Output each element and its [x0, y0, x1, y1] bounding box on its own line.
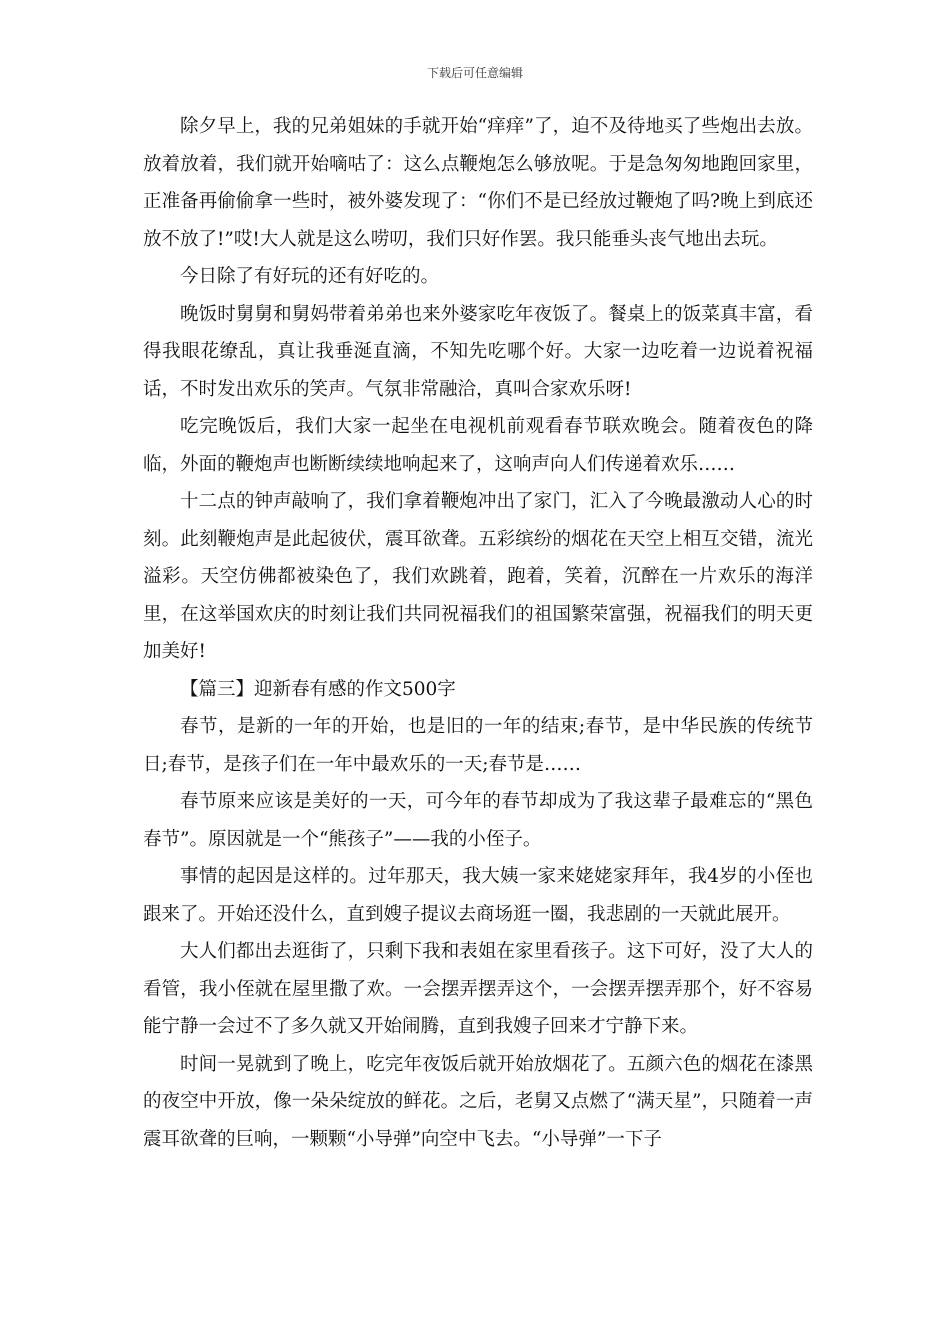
paragraph: 大人们都出去逛街了，只剩下我和表姐在家里看孩子。这下可好，没了大人的看管，我小侄就在屋里撒了欢。一会摆弄摆弄这个，一会摆弄摆弄那个，好不容易能宁静一会过不了多久就又开始闹腾，直到我嫂子回来才宁静下来。 — [143, 941, 813, 1037]
paragraph: 今日除了有好玩的还有好吃的。 — [180, 266, 440, 287]
page-header: 下载后可任意编辑 — [426, 66, 523, 80]
paragraph: 吃完晚饭后，我们大家一起坐在电视机前观看春节联欢晚会。随着夜色的降临，外面的鞭炮声也断断续续地响起来了，这响声向人们传递着欢乐…… — [143, 416, 813, 475]
paragraph: 春节，是新的一年的开始，也是旧的一年的结束;春节，是中华民族的传统节日;春节，是孩子们在一年中最欢乐的一天;春节是…… — [143, 716, 813, 775]
paragraph: 时间一晃就到了晚上，吃完年夜饭后就开始放烟花了。五颜六色的烟花在漆黑的夜空中开放，像一朵朵绽放的鲜花。之后，老舅又点燃了“满天星”，只随着一声震耳欲聋的巨响，一颗颗“小导弹”向空中飞去。“小导弹”一下子 — [143, 1053, 813, 1150]
paragraph: 事情的起因是这样的。过年那天，我大姨一家来姥姥家拜年，我4岁的小侄也跟来了。开始还没什么，直到嫂子提议去商场逛一圈，我悲剧的一天就此展开。 — [143, 866, 813, 925]
paragraph: 除夕早上，我的兄弟姐妹的手就开始“痒痒”了，迫不及待地买了些炮出去放。放着放着，我们就开始嘀咕了：这么点鞭炮怎么够放呢。于是急匆匆地跑回家里，正准备再偷偷拿一些时，被外婆发现了：“你们不是已经放过鞭炮了吗?晚上到底还放不放了!”哎!大人就是这么唠叨，我们只好作罢。我只能垂头丧气地出去玩。 — [143, 116, 813, 250]
paragraph: 春节原来应该是美好的一天，可今年的春节却成为了我这辈子最难忘的“黑色春节”。原因就是一个“熊孩子”——我的小侄子。 — [143, 791, 813, 850]
paragraph: 晚饭时舅舅和舅妈带着弟弟也来外婆家吃年夜饭了。餐桌上的饭菜真丰富，看得我眼花缭乱，真让我垂涎直滴，不知先吃哪个好。大家一边吃着一边说着祝福话，不时发出欢乐的笑声。气氛非常融洽，真叫合家欢乐呀! — [143, 303, 813, 400]
section-heading: 【篇三】迎新春有感的作文500字 — [180, 678, 456, 700]
document-body — [143, 108, 813, 1158]
paragraph: 十二点的钟声敲响了，我们拿着鞭炮冲出了家门，汇入了今晚最激动人心的时刻。此刻鞭炮声是此起彼伏，震耳欲聋。五彩缤纷的烟花在天空上相互交错，流光溢彩。天空仿佛都被染色了，我们欢跳着，跑着，笑着，沉醉在一片欢乐的海洋里，在这举国欢庆的时刻让我们共同祝福我们的祖国繁荣富强，祝福我们的明天更加美好! — [143, 491, 813, 662]
